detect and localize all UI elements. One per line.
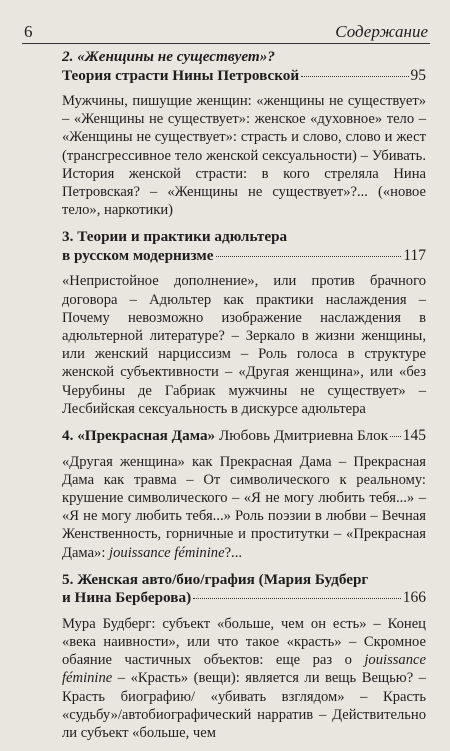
entry-title [62,571,426,608]
dot-leader [301,76,408,77]
page-reference[interactable]: 95 [410,66,426,84]
dot-leader [390,436,401,437]
entry-title [62,427,426,446]
entry-heading: 2. «Женщины не существует»? [62,48,275,65]
entry-heading: 4. «Прекрасная Дама» [62,427,216,445]
toc-entry-2 [62,48,426,219]
entry-heading-rest: Любовь Дмитриевна Блок [215,427,389,445]
entry-heading-line: в русском модернизме [62,246,214,264]
entry-summary: «Другая женщина» как Прекрасная Дама – Прекрасная Дама как травма – От символического к реальному: крушение символического – «Я не могу любить тебя...» – «Я не могу любить тебя...» Роль поэзии в любви – Вечная Женственность, горничные и проститутки – «Прекрасная Дама»: jouissance féminine?... [62,453,426,561]
entry-title [62,48,426,85]
entry-heading-line: и Нина Берберова) [62,589,192,607]
dot-leader [193,598,401,599]
page-number: 6 [24,22,33,41]
entry-heading: 3. Теории и практики адюльтера [62,228,288,246]
italic-term: jouissance féminine [62,652,426,687]
page-reference[interactable]: 166 [402,589,426,607]
page-reference[interactable]: 117 [403,246,426,264]
entry-heading: 5. Женская авто/био/графия (Мария Будберг [62,570,369,588]
entry-summary: Мура Будберг: субъект «больше, чем он есть» – Конец «века наивности», или что такое «красть» – Скромное обаяние частичных объектов: еще раз о jouissance féminine – «Красть» (вещи): является ли вещь Вещью? – Красть биографию/ «убивать взглядом» – Красть «судьбу»/автобиографический нарратив – Действительно ли субъект «больше, чем [62,615,426,741]
toc-entry-5 [62,571,426,742]
entry-title [62,228,426,265]
dot-leader [216,256,402,257]
entry-summary: Мужчины, пишущие женщин: «женщины не существует» – «Женщины не существует»: женское «духовное» тело – «Женщины не существует»: страсть и слово, слово и жест (трансгрессивное тело женской сексуальности) – Убивать. История женской страсти: в кого стреляла Нина Петровская? – «Женщины не существует»?... («новое тело», наркотики) [62,93,426,219]
running-title: Содержание [335,22,428,41]
entry-summary: «Непристойное дополнение», или против брачного договора – Адюльтер как практики наслаждения – Почему невозможно изображение наслаждения в адюльтерной литературе? – Зеркало в жизни женщины, или женский нарциссизм – Роль голоса в структуре женской субъективности – «Другая женщина», или «без Черубины де Габриак мужчины не существует» – Лесбийская сексуальность в дискурсе адюльтера [62,273,426,417]
page-reference[interactable]: 145 [402,427,426,445]
page-header [0,22,450,42]
italic-term: jouissance féminine [109,544,225,561]
toc-content [62,48,426,751]
toc-entry-4 [62,427,426,562]
toc-entry-3 [62,228,426,418]
entry-heading-line: Теория страсти Нины Петровской [62,66,300,84]
header-rule [22,43,430,44]
